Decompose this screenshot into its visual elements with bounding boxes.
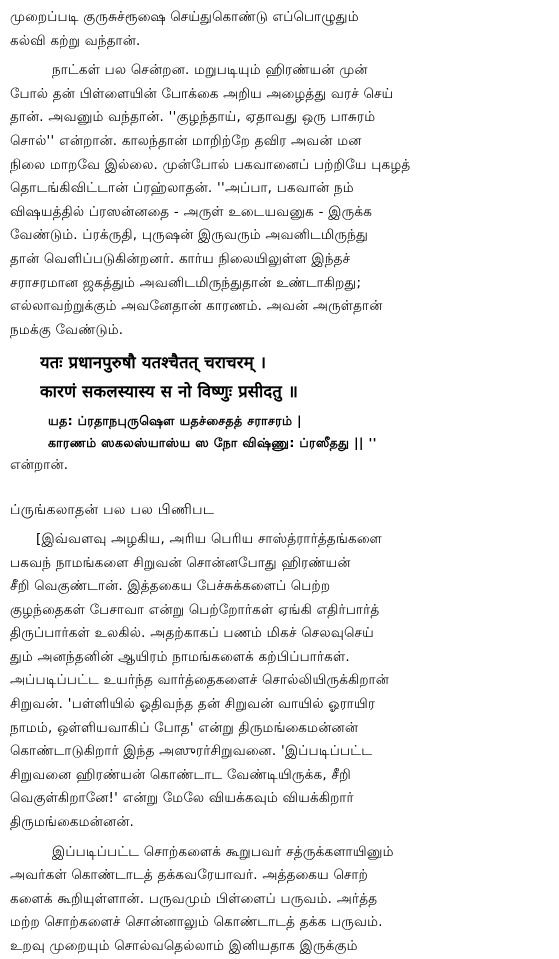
- text-line: வேண்டும். ப்ரக்ருதி, புருஷன் இருவரும் அவனிடமிருந்து: [10, 228, 369, 244]
- text-line: எல்லாவற்றுக்கும் அவனேதான் காரணம். அவன் அருள்தான்: [10, 299, 383, 315]
- text-line: பகவந் நாமங்களை சிறுவன் சொன்னபோது ஹிரண்யன்: [10, 555, 351, 571]
- text-line: திருமங்கைமன்னன்.: [10, 815, 135, 831]
- text-line: சொல்'' என்றான். காலந்தான் மாறிற்றே தவிர அவன் மன: [10, 133, 362, 149]
- text-line: களைக் கூறியுள்ளான். பருவமும் பிள்ளைப் பருவம். அர்த்த: [10, 891, 378, 907]
- text-line: முறைப்படி குருசுச்ரூஷை செய்துகொண்டு எப்பொழுதும்: [10, 10, 359, 25]
- text-line: வெகுள்கிறானே!' என்று மேலே வியக்கவும் வியக்கிறார்: [10, 791, 354, 807]
- text-line: சிறுவனை ஹிரண்யன் கொண்டாட வேண்டியிருக்க, சீறி: [10, 767, 351, 783]
- sanskrit-verse: [40, 348, 547, 406]
- heading-text: ப்ருங்கலாதன் பல பல பிணிபட: [10, 501, 215, 518]
- text-line: கல்வி கற்று வந்தான்.: [10, 33, 141, 49]
- text-line: சிறுவன். 'பள்ளியில் ஓதிவந்த தன் சிறுவன் வாயில் ஓராயிர: [10, 697, 376, 713]
- transliteration-line: காரணம் ஸகலஸ்யாஸ்ய ஸ நோ விஷ்ணு: ப்ரஸீதது || '': [48, 435, 377, 451]
- transliteration-line: யத: ப்ரதாநபுருஷௌ யதச்சைதத் சராசரம் |: [48, 413, 302, 429]
- text-line: சீறி வெகுண்டான். இத்தகைய பேச்சுக்களைப் பெற்ற: [10, 579, 331, 595]
- text-line: குழந்தைகள் பேசாவா என்று பெற்றோர்கள் ஏங்கி எதிர்பார்த்: [10, 602, 380, 618]
- text-line: திருப்பார்கள் உலகில். அதற்காகப் பணம் மிகச் செலவுசெய்: [10, 626, 374, 642]
- text-line: அப்படிப்பட்ட உயர்ந்த வார்த்தைகளைச் சொல்லியிருக்கிறான்: [10, 673, 390, 689]
- paragraph-3: [10, 528, 547, 835]
- paragraph-4: [10, 841, 547, 959]
- paragraph-2: [10, 59, 547, 342]
- text-line: நாட்கள் பல சென்றன. மறுபடியும் ஹிரண்யன் முன்: [52, 63, 368, 79]
- after-verse-text: [10, 454, 547, 478]
- text-line: என்றான்.: [10, 458, 69, 474]
- text-line: மற்ற சொற்களைச் சொன்னாலும் கொண்டாடத் தக்க பருவம்.: [10, 915, 383, 931]
- text-line: தான். அவனும் வந்தான். ''குழந்தாய், ஏதாவது ஒரு பாசுரம்: [10, 110, 376, 126]
- text-line: நாமம், ஒள்ளியவாகிப் போத' என்று திருமங்கைமன்னன்: [10, 720, 359, 736]
- section-heading: [10, 498, 547, 522]
- text-line: சராசரமான ஜகத்தும் அவனிடமிருந்துதான் உண்டாகிறது;: [10, 275, 362, 291]
- text-line: அவர்கள் கொண்டாடத் தக்கவரேயாவர். அத்தகைய சொற்: [10, 868, 369, 884]
- paragraph-1: [10, 6, 547, 53]
- text-line: நிலை மாறவே இல்லை. முன்போல் பகவானைப் பற்றியே புகழத்: [10, 157, 411, 173]
- text-line: கொண்டாடுகிறார் இந்த அஸுரர்சிறுவனை. 'இப்படிப்பட்ட: [10, 744, 373, 760]
- verse-line: यतः प्रधानपुरुषौ यतश्चैतत् चराचरम् ।: [40, 353, 267, 373]
- text-line: விஷயத்தில் ப்ரஸன்னதை - அருள் உடையவனுக - இருக்க: [10, 204, 373, 220]
- text-line: தான் வெளிப்படுகின்றனர். கார்ய நிலையிலுள்ள இந்தச்: [10, 251, 351, 267]
- verse-transliteration: [48, 410, 547, 454]
- text-line: தும் அனந்தனின் ஆயிரம் நாமங்களைக் கற்பிப்பார்கள்.: [10, 649, 350, 665]
- text-line: [இவ்வளவு அழகிய, அரிய பெரிய சாஸ்த்ரார்த்தங்களை: [36, 531, 382, 547]
- text-line: உறவு முறையும் சொல்வதெல்லாம் இனியதாக இருக்கும்: [10, 939, 358, 954]
- text-line: போல் தன் பிள்ளையின் போக்கை அறிய அழைத்து வரச் செய்: [10, 86, 394, 102]
- verse-line: कारणं सकलस्यास्य स नो विष्णुः प्रसीदतु ॥: [40, 382, 299, 402]
- text-line: இப்படிப்பட்ட சொற்களைக் கூறுபவர் சத்ருக்களாயினும்: [52, 844, 394, 860]
- text-line: தொடங்கிவிட்டான் ப்ரஹ்லாதன். ''அப்பா, பகவான் நம்: [10, 181, 354, 197]
- text-line: நமக்கு வேண்டும்.: [10, 322, 124, 338]
